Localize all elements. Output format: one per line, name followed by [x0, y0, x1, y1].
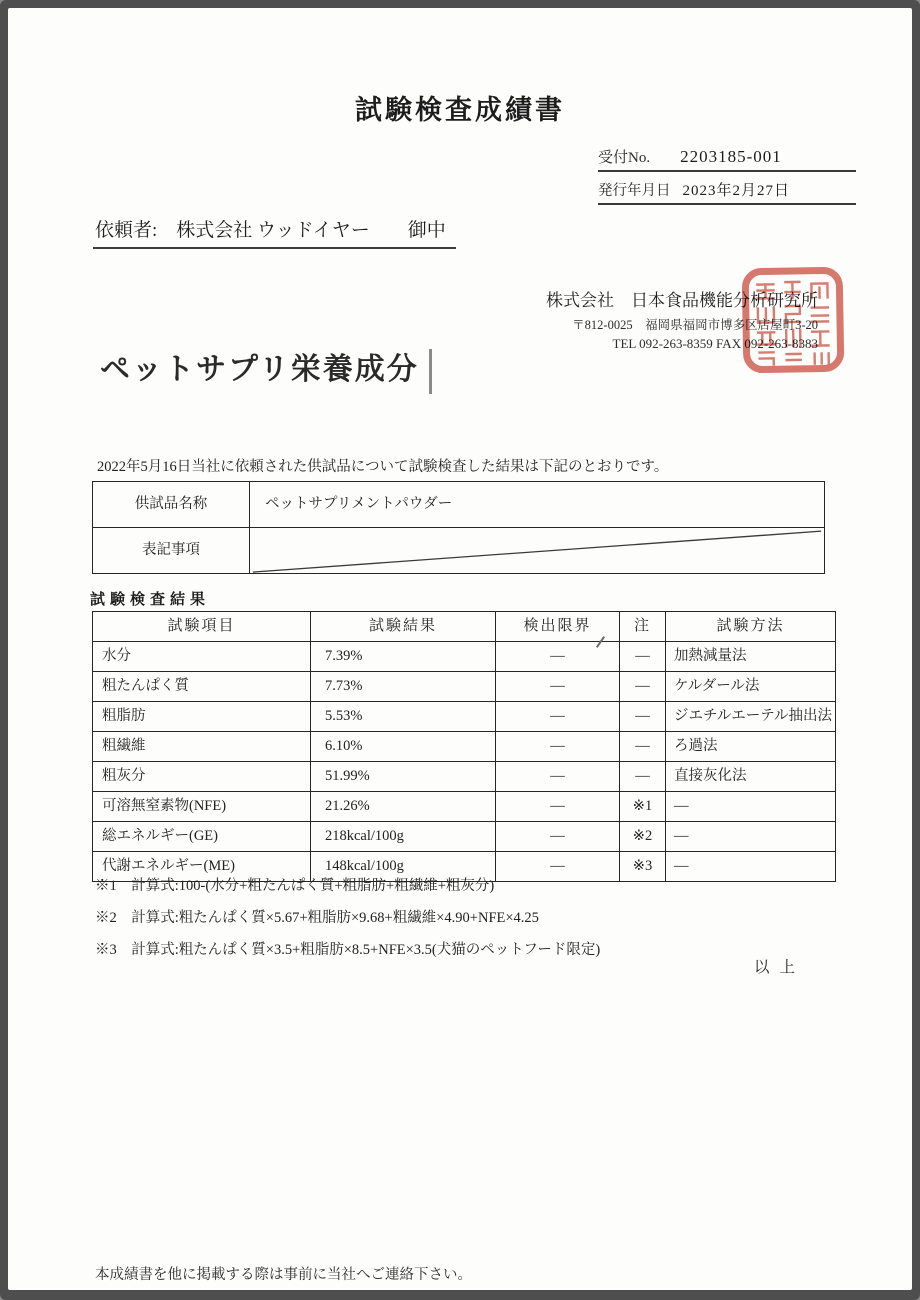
laboratory-tel-fax: TEL 092-263-8359 FAX 092-263-8383 [612, 336, 818, 351]
issue-date-label: 発行年月日 [598, 183, 671, 199]
receipt-number-label: 受付No. [598, 150, 651, 166]
cell-limit: ― [496, 702, 620, 732]
cell-limit: ― [496, 732, 620, 762]
cell-item: 水分 [93, 642, 311, 672]
cell-item: 粗繊維 [93, 732, 311, 762]
table-row [93, 642, 836, 672]
table-row [93, 762, 836, 792]
table-row [93, 482, 825, 528]
receipt-number-value: 2203185-001 [680, 147, 782, 166]
cell-note: ― [620, 702, 666, 732]
header-detection-limit: 検出限界 [496, 612, 620, 642]
cell-limit: ― [496, 852, 620, 882]
table-header-row [93, 612, 836, 642]
cell-item: 粗たんぱく質 [93, 672, 311, 702]
cell-method: ジエチルエーテル抽出法 [666, 702, 836, 732]
cell-limit: ― [496, 672, 620, 702]
table-row [93, 672, 836, 702]
cell-note: ※2 [620, 822, 666, 852]
issue-date-value: 2023年2月27日 [682, 183, 791, 199]
cell-method: 加熱減量法 [666, 642, 836, 672]
header-test-result: 試験結果 [311, 612, 496, 642]
subject-title: ペットサプリ栄養成分 [100, 353, 419, 386]
header-test-method: 試験方法 [666, 612, 836, 642]
cell-note: ※3 [620, 852, 666, 882]
cell-result: 5.53% [311, 702, 496, 732]
cell-note: ※1 [620, 792, 666, 822]
cell-item: 代謝エネルギー(ME) [93, 852, 311, 882]
vertical-pen-mark [429, 349, 432, 394]
cell-method: ケルダール法 [666, 672, 836, 702]
cell-result: 21.26% [311, 792, 496, 822]
cell-result: 218kcal/100g [311, 822, 496, 852]
cell-method: ― [666, 822, 836, 852]
footer-notice: 本成績書を他に掲載する際は事前に当社へご連絡下さい。 [95, 1267, 472, 1283]
calculation-notes [95, 874, 600, 970]
cell-method: ろ過法 [666, 732, 836, 762]
cell-item: 粗脂肪 [93, 702, 311, 732]
intro-sentence: 2022年5月16日当社に依頼された供試品について試験検査した結果は下記のとおりです。 [97, 459, 669, 475]
labeling-label: 表記事項 [93, 528, 250, 574]
sample-name-label: 供試品名称 [93, 482, 250, 528]
cell-note: ― [620, 732, 666, 762]
header-note: 注 [620, 612, 666, 642]
laboratory-name: 株式会社 日本食品機能分析研究所 [546, 291, 818, 310]
diagonal-strikethrough [250, 528, 824, 573]
cell-limit: ― [496, 642, 620, 672]
cell-result: 6.10% [311, 732, 496, 762]
cell-note: ― [620, 762, 666, 792]
cell-limit: ― [496, 792, 620, 822]
cell-method: 直接灰化法 [666, 762, 836, 792]
results-table [92, 611, 836, 882]
table-row [93, 822, 836, 852]
table-row [93, 792, 836, 822]
cell-item: 総エネルギー(GE) [93, 822, 311, 852]
cell-result: 7.73% [311, 672, 496, 702]
cell-limit: ― [496, 822, 620, 852]
document-title: 試験検査成績書 [355, 95, 565, 125]
laboratory-address: 〒812-0025 福岡県福岡市博多区店屋町3-20 [572, 318, 818, 332]
client-line: 依頼者: 株式会社 ウッドイヤー 御中 [93, 215, 456, 249]
cell-note: ― [620, 672, 666, 702]
sample-name-value: ペットサプリメントパウダー [250, 482, 825, 528]
note-3: ※3 計算式:粗たんぱく質×3.5+粗脂肪×8.5+NFE×3.5(犬猫のペットフード限定) [95, 942, 601, 958]
table-row [93, 702, 836, 732]
note-2: ※2 計算式:粗たんぱく質×5.67+粗脂肪×9.68+粗繊維×4.90+NFE×4.25 [95, 910, 539, 926]
receipt-number-row [598, 146, 856, 172]
closing-ijou: 以上 [754, 959, 806, 976]
cell-result: 7.39% [311, 642, 496, 672]
table-row [93, 528, 825, 574]
table-row [93, 732, 836, 762]
sample-info-table [92, 481, 825, 574]
company-seal-stamp-icon [740, 265, 846, 375]
cell-result: 51.99% [311, 762, 496, 792]
results-section-heading: 試験検査結果 [90, 592, 211, 608]
cell-limit: ― [496, 762, 620, 792]
cell-method: ― [666, 792, 836, 822]
header-test-item: 試験項目 [93, 612, 311, 642]
cell-result: 148kcal/100g [311, 852, 496, 882]
cell-item: 粗灰分 [93, 762, 311, 792]
cell-method: ― [666, 852, 836, 882]
cell-note: ― [620, 642, 666, 672]
cell-item: 可溶無窒素物(NFE) [93, 792, 311, 822]
issue-date-row [598, 179, 856, 205]
note-1: ※1 計算式:100-(水分+粗たんぱく質+粗脂肪+粗繊維+粗灰分) [95, 878, 495, 894]
labeling-value-empty [250, 528, 825, 574]
receipt-block [598, 146, 856, 212]
